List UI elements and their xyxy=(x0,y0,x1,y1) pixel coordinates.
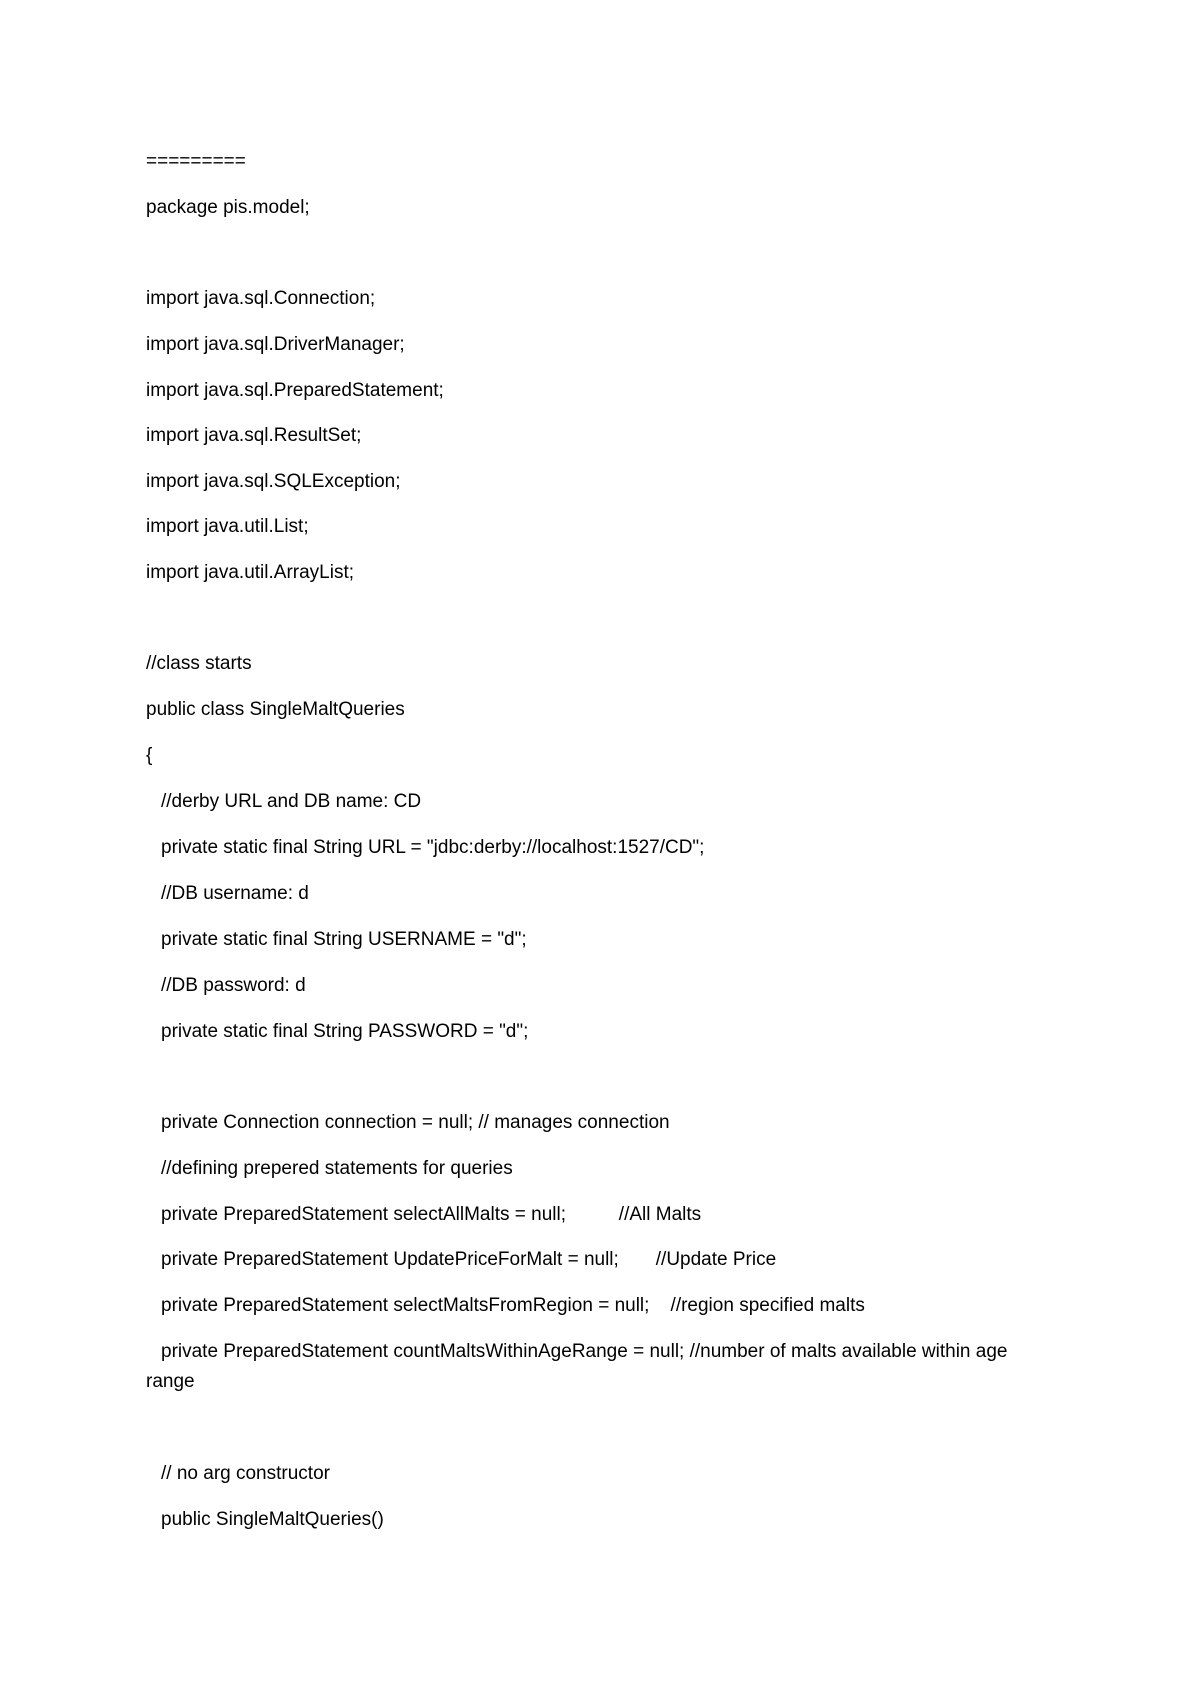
comment-line: //class starts xyxy=(146,653,252,674)
code-line: private PreparedStatement selectAllMalts = null; //All Malts xyxy=(161,1204,702,1225)
open-brace: { xyxy=(146,745,153,766)
comment-line: //derby URL and DB name: CD xyxy=(161,791,422,812)
import-line: import java.sql.ResultSet; xyxy=(146,425,362,446)
comment-line: //DB password: d xyxy=(161,975,306,996)
import-line: import java.util.ArrayList; xyxy=(146,562,355,583)
comment-line: //DB username: d xyxy=(161,883,309,904)
separator-line: ========= xyxy=(146,151,246,172)
constructor-declaration: public SingleMaltQueries() xyxy=(161,1509,384,1530)
code-line: private PreparedStatement selectMaltsFromRegion = null; //region specified malts xyxy=(161,1295,865,1316)
class-declaration: public class SingleMaltQueries xyxy=(146,699,405,720)
code-line: private static final String URL = "jdbc:derby://localhost:1527/CD"; xyxy=(161,837,705,858)
code-line: private Connection connection = null; // manages connection xyxy=(161,1112,670,1133)
import-line: import java.sql.Connection; xyxy=(146,288,376,309)
comment-line: // no arg constructor xyxy=(161,1463,330,1484)
code-line: private static final String PASSWORD = "d"; xyxy=(161,1021,529,1042)
code-line-wrapped: private PreparedStatement countMaltsWithinAgeRange = null; //number of malts available within age range xyxy=(146,1341,1008,1392)
import-line: import java.sql.DriverManager; xyxy=(146,334,405,355)
import-line: import java.sql.SQLException; xyxy=(146,471,401,492)
code-line: private static final String USERNAME = "d"; xyxy=(161,929,527,950)
package-declaration: package pis.model; xyxy=(146,197,310,218)
code-line: private PreparedStatement UpdatePriceForMalt = null; //Update Price xyxy=(161,1249,777,1270)
import-line: import java.sql.PreparedStatement; xyxy=(146,380,444,401)
import-line: import java.util.List; xyxy=(146,516,309,537)
comment-line: //defining prepered statements for queries xyxy=(161,1158,513,1179)
